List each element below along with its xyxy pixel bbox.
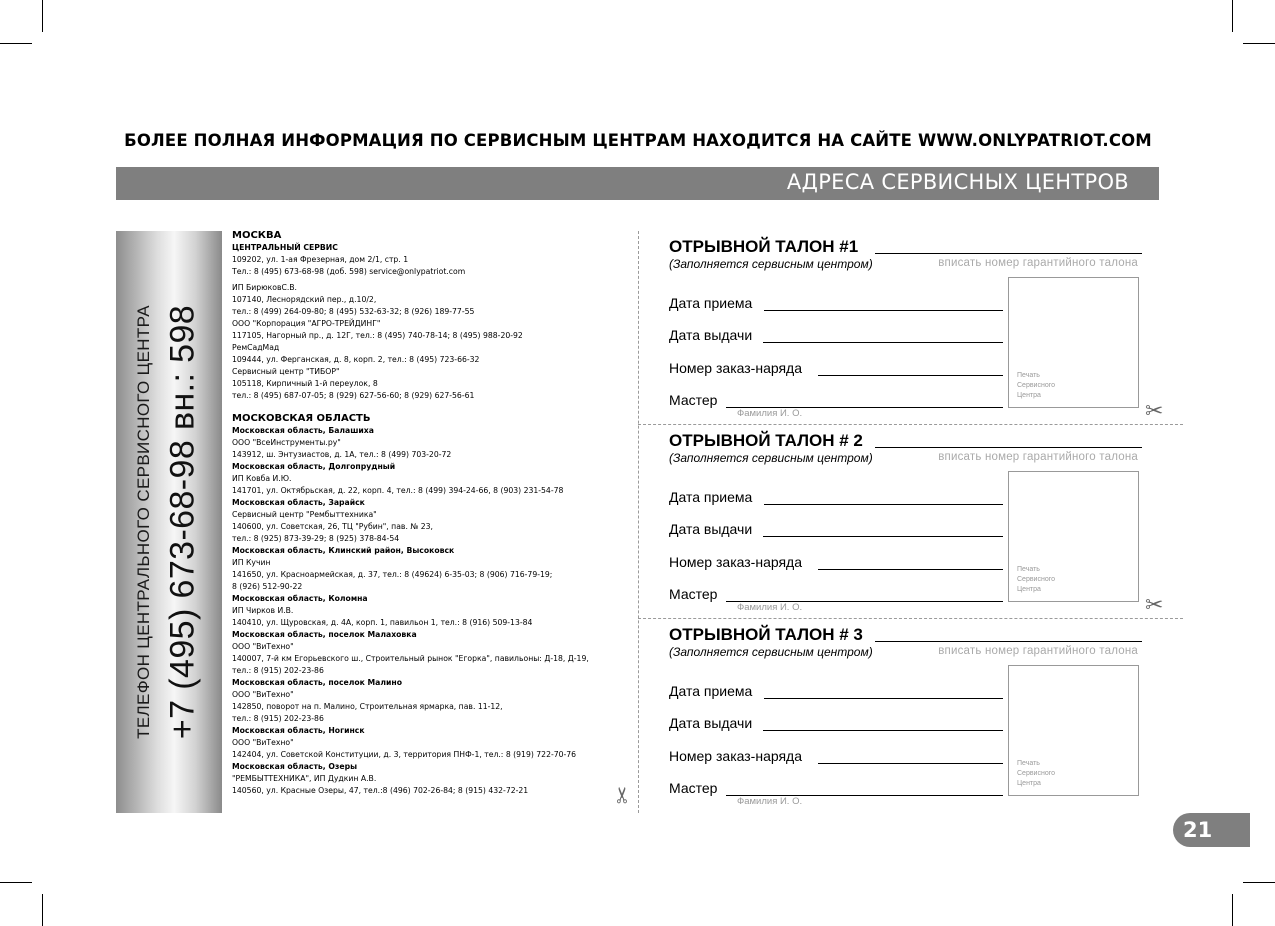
- address-line: Сервисный центр "Рембыттехника": [232, 510, 377, 519]
- coupon-subtitle: (Заполняется сервисным центром): [669, 451, 873, 465]
- page-headline: БОЛЕЕ ПОЛНАЯ ИНФОРМАЦИЯ ПО СЕРВИСНЫМ ЦЕНТРАМ НАХОДИТСЯ НА САЙТЕ WWW.ONLYPATRIOT.COM: [124, 131, 1152, 150]
- address-line: 109202, ул. 1-ая Фрезерная, дом 2/1, стр. 1: [232, 255, 409, 264]
- field-label: Дата выдачи: [669, 715, 753, 731]
- address-line: 143912, ш. Энтузиастов, д. 1А, тел.: 8 (499) 703-20-72: [232, 450, 452, 459]
- field-label: Мастер: [669, 780, 718, 796]
- crop-mark: [0, 882, 32, 883]
- address-line: тел.: 8 (499) 264-09-80; 8 (495) 532-63-32; 8 (926) 189-77-55: [232, 307, 475, 316]
- address-line: ООО "ВиТехно": [232, 642, 294, 651]
- order-number-line[interactable]: [818, 375, 1003, 376]
- field-label: Дата приема: [669, 295, 753, 311]
- place-heading: Московская область, Озеры: [232, 762, 358, 771]
- address-line: ООО "ВиТехно": [232, 690, 294, 699]
- coupon: [669, 237, 1144, 427]
- address-line: Тел.: 8 (495) 673-68-98 (доб. 598) service@onlypatriot.com: [232, 267, 466, 276]
- field-label: Дата выдачи: [669, 327, 753, 343]
- address-line: ИП Ковба И.Ю.: [232, 474, 292, 483]
- scissors-icon: ✂: [1145, 399, 1164, 424]
- warranty-number-hint: вписать номер гарантийного талона: [938, 645, 1138, 657]
- stamp-box: [1008, 471, 1139, 602]
- place-heading: Московская область, Коломна: [232, 594, 368, 603]
- field-label: Дата выдачи: [669, 521, 753, 537]
- address-list: [232, 229, 632, 797]
- field-label: Мастер: [669, 586, 718, 602]
- phone-number: +7 (495) 673-68-98 вн.: 598: [163, 304, 202, 740]
- crop-mark: [0, 43, 32, 44]
- vertical-cut-line: [638, 231, 639, 813]
- crop-mark: [1243, 43, 1275, 44]
- address-line: 107140, Леснорядский пер., д.10/2,: [232, 295, 377, 304]
- crop-mark: [1243, 882, 1275, 883]
- coupon-subtitle: (Заполняется сервисным центром): [669, 645, 873, 659]
- address-line: 141650, ул. Красноармейская, д. 37, тел.: 8 (49624) 6-35-03; 8 (906) 716-79-19;: [232, 570, 553, 579]
- order-number-line[interactable]: [818, 763, 1003, 764]
- address-line: Сервисный центр "ТИБОР": [232, 367, 340, 376]
- received-date-line[interactable]: [764, 504, 1003, 505]
- issued-date-line[interactable]: [763, 342, 1003, 343]
- section-banner-title: АДРЕСА СЕРВИСНЫХ ЦЕНТРОВ: [786, 170, 1129, 194]
- place-heading: Московская область, Ногинск: [232, 726, 365, 735]
- place-heading: Московская область, поселок Малино: [232, 678, 402, 687]
- section-banner: [116, 167, 1159, 200]
- warranty-number-hint: вписать номер гарантийного талона: [938, 451, 1138, 463]
- stamp-box: [1008, 277, 1139, 408]
- field-label: Мастер: [669, 392, 718, 408]
- coupon-subtitle: (Заполняется сервисным центром): [669, 257, 873, 271]
- address-line: тел.: 8 (925) 873-39-29; 8 (925) 378-84-54: [232, 534, 400, 543]
- coupon-title: ОТРЫВНОЙ ТАЛОН # 3: [669, 625, 863, 644]
- issued-date-line[interactable]: [763, 730, 1003, 731]
- address-line: ИП БирюковС.В.: [232, 283, 298, 292]
- field-label: Номер заказ-наряда: [669, 554, 803, 570]
- field-label: Номер заказ-наряда: [669, 360, 803, 376]
- address-line: 142404, ул. Советской Конституции, д. 3, территория ПНФ-1, тел.: 8 (919) 722-70-76: [232, 750, 577, 759]
- address-line: 8 (926) 512-90-22: [232, 582, 303, 591]
- crop-mark: [42, 0, 43, 32]
- address-line: 142850, поворот на п. Малино, Строительная ярмарка, пав. 11-12,: [232, 702, 503, 711]
- stamp-box: [1008, 665, 1139, 796]
- place-heading: Московская область, Балашиха: [232, 426, 374, 435]
- crop-mark: [1232, 894, 1233, 926]
- crop-mark: [42, 894, 43, 926]
- master-name-hint: Фамилия И. О.: [737, 602, 803, 613]
- address-line: 117105, Нагорный пр., д. 12Г, тел.: 8 (495) 740-78-14; 8 (495) 988-20-92: [232, 331, 523, 340]
- stamp-label: Печать Сервисного Центра: [1017, 372, 1056, 399]
- address-line: ИП Кучин: [232, 558, 271, 567]
- address-line: 140560, ул. Красные Озеры, 47, тел.:8 (496) 702-26-84; 8 (915) 432-72-21: [232, 786, 529, 795]
- address-line: РемСадМад: [232, 343, 280, 352]
- master-name-hint: Фамилия И. О.: [737, 796, 803, 807]
- phone-strip: [116, 231, 222, 813]
- received-date-line[interactable]: [764, 698, 1003, 699]
- warranty-number-line[interactable]: [875, 641, 1142, 642]
- stamp-label: Печать Сервисного Центра: [1017, 760, 1056, 787]
- address-line: ООО "Корпорация "АГРО-ТРЕЙДИНГ": [232, 319, 381, 328]
- address-line: 105118, Кирпичный 1-й переулок, 8: [232, 379, 378, 388]
- coupon: [669, 625, 1144, 815]
- address-line: 141701, ул. Октябрьская, д. 22, корп. 4, тел.: 8 (499) 394-24-66, 8 (903) 231-54-78: [232, 486, 564, 495]
- warranty-number-hint: вписать номер гарантийного талона: [938, 257, 1138, 269]
- address-line: тел.: 8 (915) 202-23-86: [232, 666, 324, 675]
- city-heading: МОСКВА: [232, 230, 282, 241]
- warranty-number-line[interactable]: [875, 253, 1142, 254]
- crop-mark: [1232, 0, 1233, 32]
- address-line: тел.: 8 (915) 202-23-86: [232, 714, 324, 723]
- issued-date-line[interactable]: [763, 536, 1003, 537]
- place-heading: Московская область, поселок Малаховка: [232, 630, 417, 639]
- warranty-number-line[interactable]: [875, 447, 1142, 448]
- coupon: [669, 431, 1144, 621]
- scissors-icon: ✂: [1145, 593, 1164, 618]
- place-heading: Московская область, Клинский район, Высоковск: [232, 546, 455, 555]
- stamp-label: Печать Сервисного Центра: [1017, 566, 1056, 593]
- coupon-title: ОТРЫВНОЙ ТАЛОН #1: [669, 237, 859, 256]
- received-date-line[interactable]: [764, 310, 1003, 311]
- master-name-hint: Фамилия И. О.: [737, 408, 803, 419]
- address-line: ИП Чирков И.В.: [232, 606, 294, 615]
- address-line: 140007, 7-й км Егорьевского ш., Строительный рынок "Егорка", павильоны: Д-18, Д-19,: [232, 654, 589, 663]
- address-line: 140600, ул. Советская, 26, ТЦ "Рубин", пав. № 23,: [232, 522, 433, 531]
- address-line: 109444, ул. Ферганская, д. 8, корп. 2, тел.: 8 (495) 723-66-32: [232, 355, 480, 364]
- field-label: Номер заказ-наряда: [669, 748, 803, 764]
- field-label: Дата приема: [669, 683, 753, 699]
- city-heading: МОСКОВСКАЯ ОБЛАСТЬ: [232, 413, 371, 424]
- address-line: ООО "ВсеИнструменты.ру": [232, 438, 341, 447]
- coupon-title: ОТРЫВНОЙ ТАЛОН # 2: [669, 431, 863, 450]
- page-number: 21: [1183, 818, 1213, 842]
- scissors-icon: ✂: [611, 785, 637, 805]
- field-label: Дата приема: [669, 489, 753, 505]
- address-line: ООО "ВиТехно": [232, 738, 294, 747]
- phone-title: ТЕЛЕФОН ЦЕНТРАЛЬНОГО СЕРВИСНОГО ЦЕНТРА: [134, 305, 153, 739]
- address-line: тел.: 8 (495) 687-07-05; 8 (929) 627-56-60; 8 (929) 627-56-61: [232, 391, 475, 400]
- place-heading: Московская область, Долгопрудный: [232, 462, 396, 471]
- place-heading: Московская область, Зарайск: [232, 498, 365, 507]
- page-number-tab: [1173, 813, 1250, 847]
- order-number-line[interactable]: [818, 569, 1003, 570]
- address-line: "РЕМБЫТТЕХНИКА", ИП Дудкин А.В.: [232, 774, 377, 783]
- address-line: 140410, ул. Щуровская, д. 4А, корп. 1, павильон 1, тел.: 8 (916) 509-13-84: [232, 618, 533, 627]
- central-service-heading: ЦЕНТРАЛЬНЫЙ СЕРВИС: [232, 243, 338, 252]
